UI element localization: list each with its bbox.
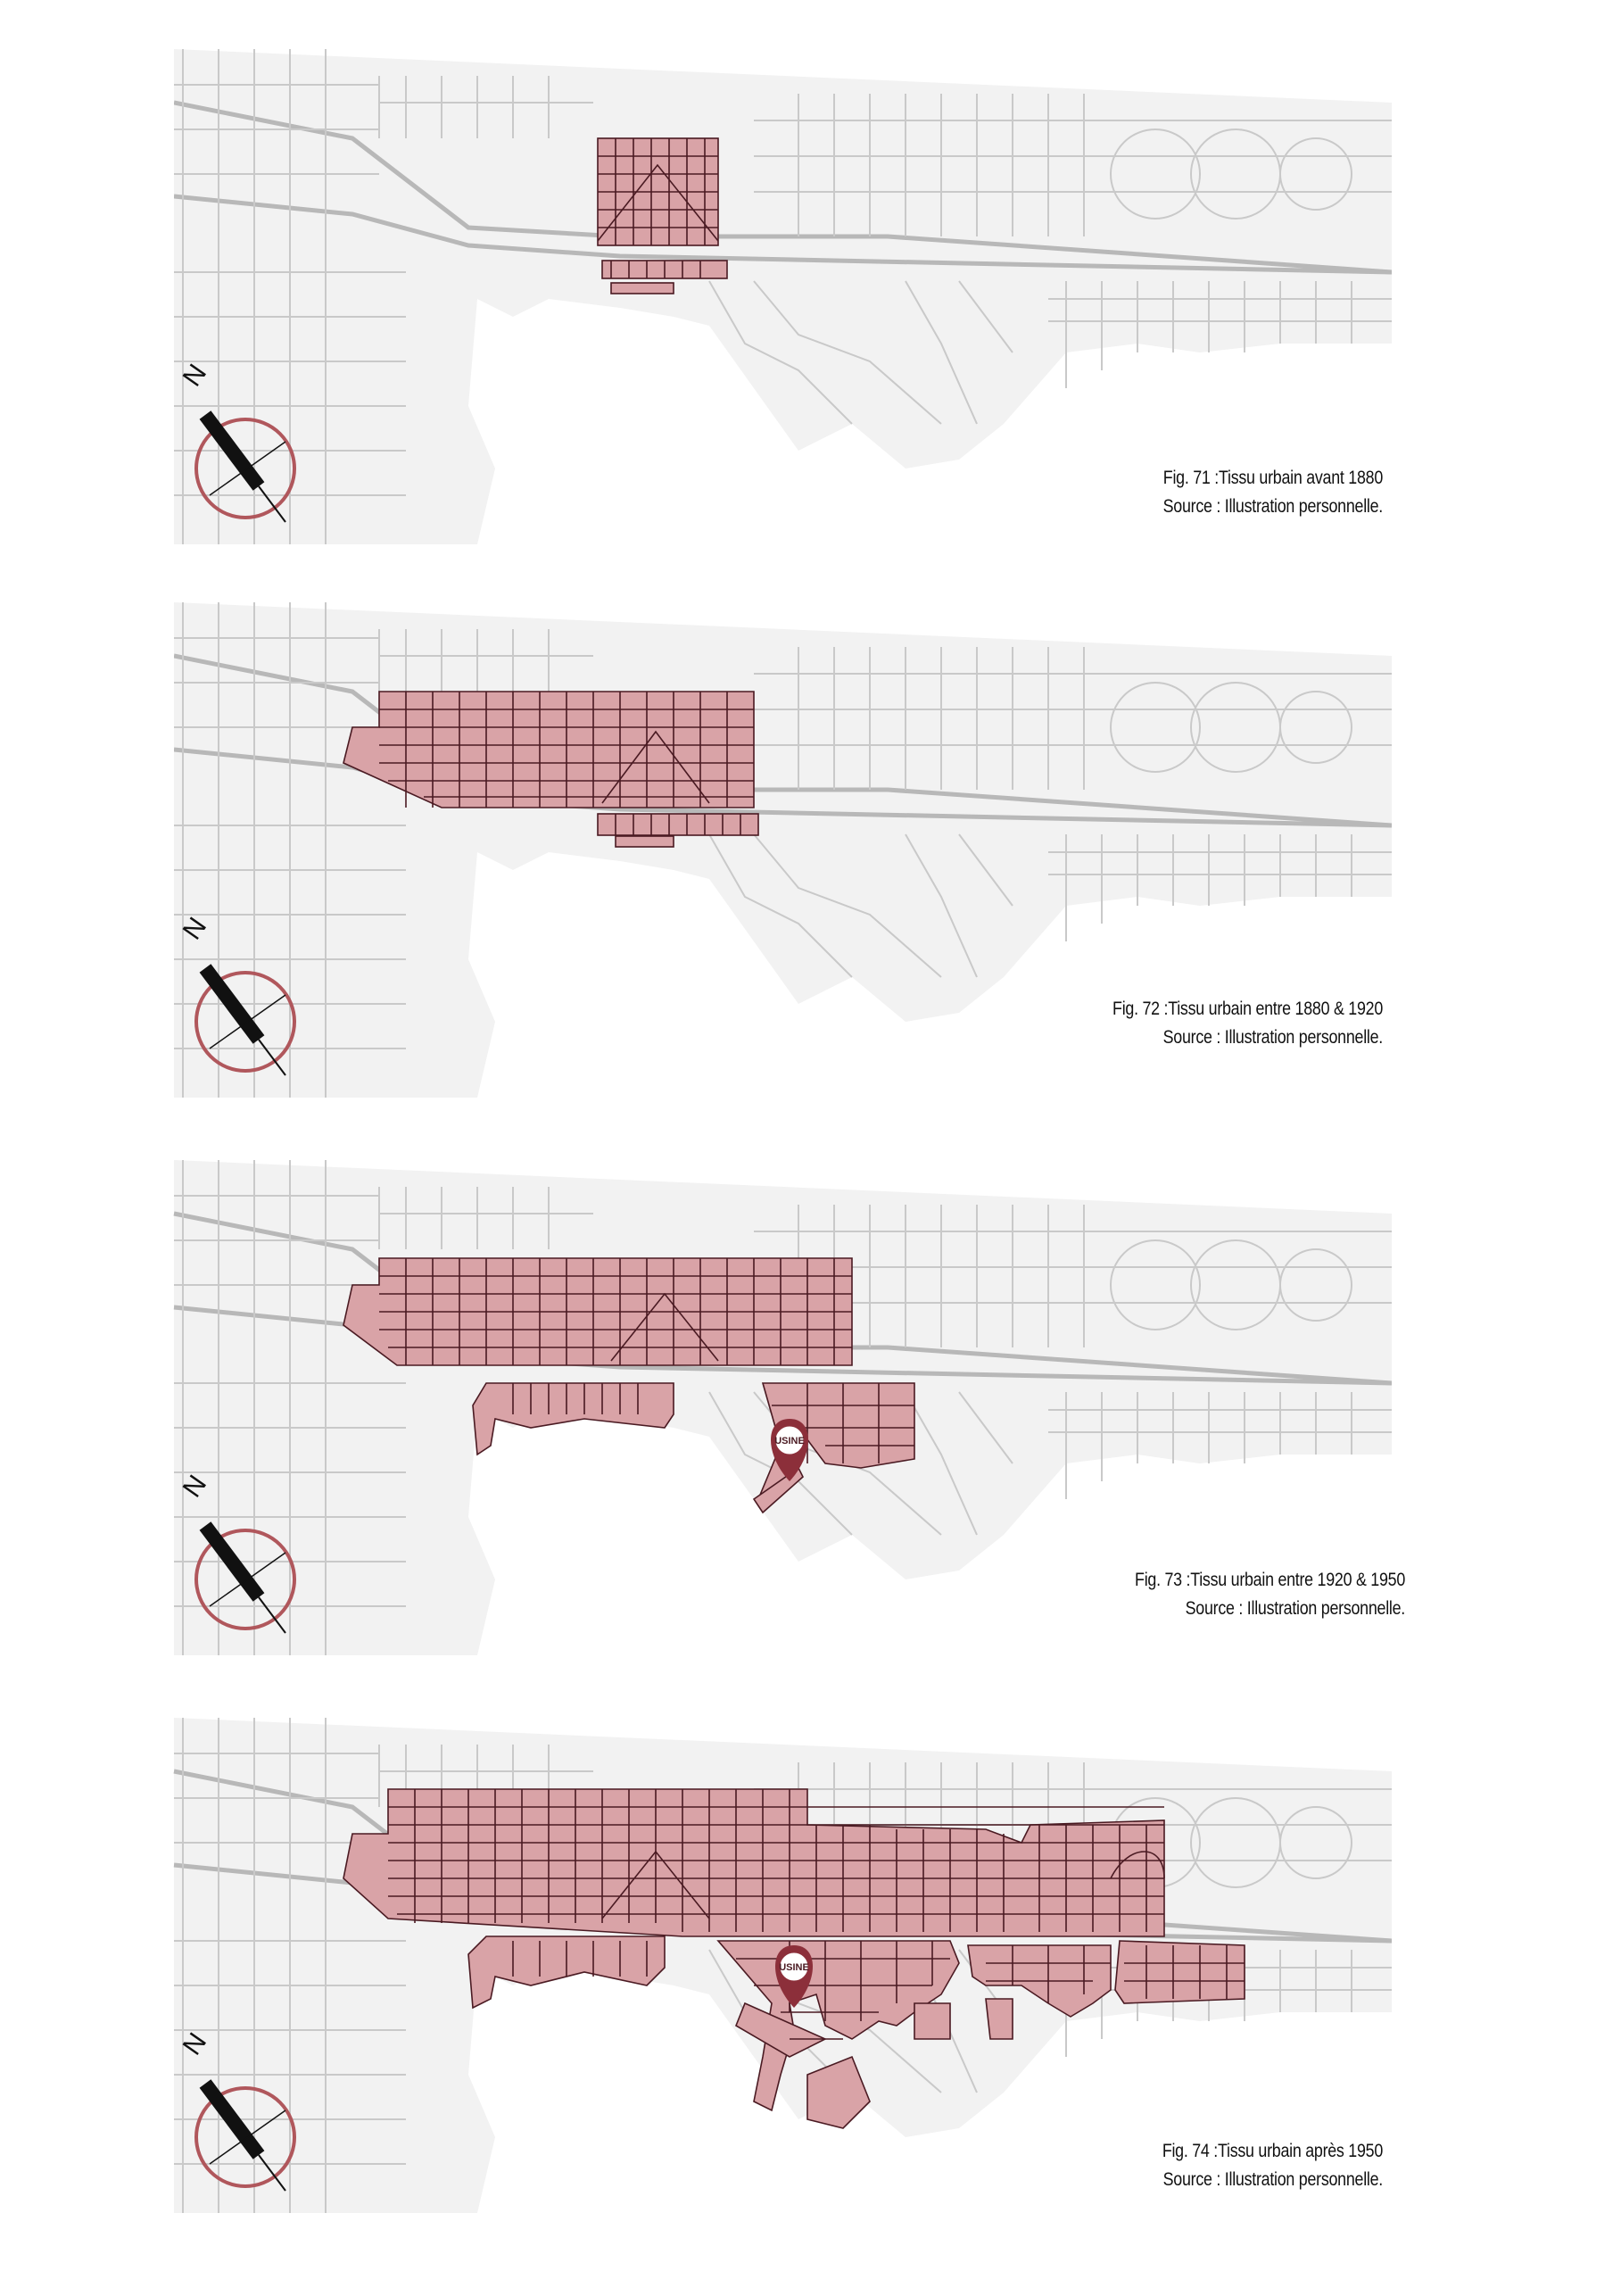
marker-label: USINE: [774, 1436, 805, 1446]
figure-title: Fig. 71 :Tissu urbain avant 1880: [1162, 468, 1383, 488]
figure-source: Source : Illustration personnelle.: [1185, 1598, 1405, 1619]
figure-caption-74: [1042, 2137, 1384, 2194]
figure-source: Source : Illustration personnelle.: [1162, 496, 1383, 517]
figure-title: Fig. 74 :Tissu urbain après 1950: [1162, 2141, 1383, 2161]
marker-label: USINE: [779, 1962, 809, 1973]
figure-title: Fig. 73 :Tissu urbain entre 1920 & 1950: [1135, 1570, 1405, 1590]
figure-source: Source : Illustration personnelle.: [1162, 2169, 1383, 2190]
figure-caption-71: [1042, 464, 1384, 521]
figure-title: Fig. 72 :Tissu urbain entre 1880 & 1920: [1112, 999, 1383, 1019]
figure-caption-72: [1042, 995, 1384, 1052]
urban-fabric-before-1880: [598, 138, 727, 294]
figure-caption-73: [1053, 1566, 1405, 1623]
figure-source: Source : Illustration personnelle.: [1162, 1027, 1383, 1048]
